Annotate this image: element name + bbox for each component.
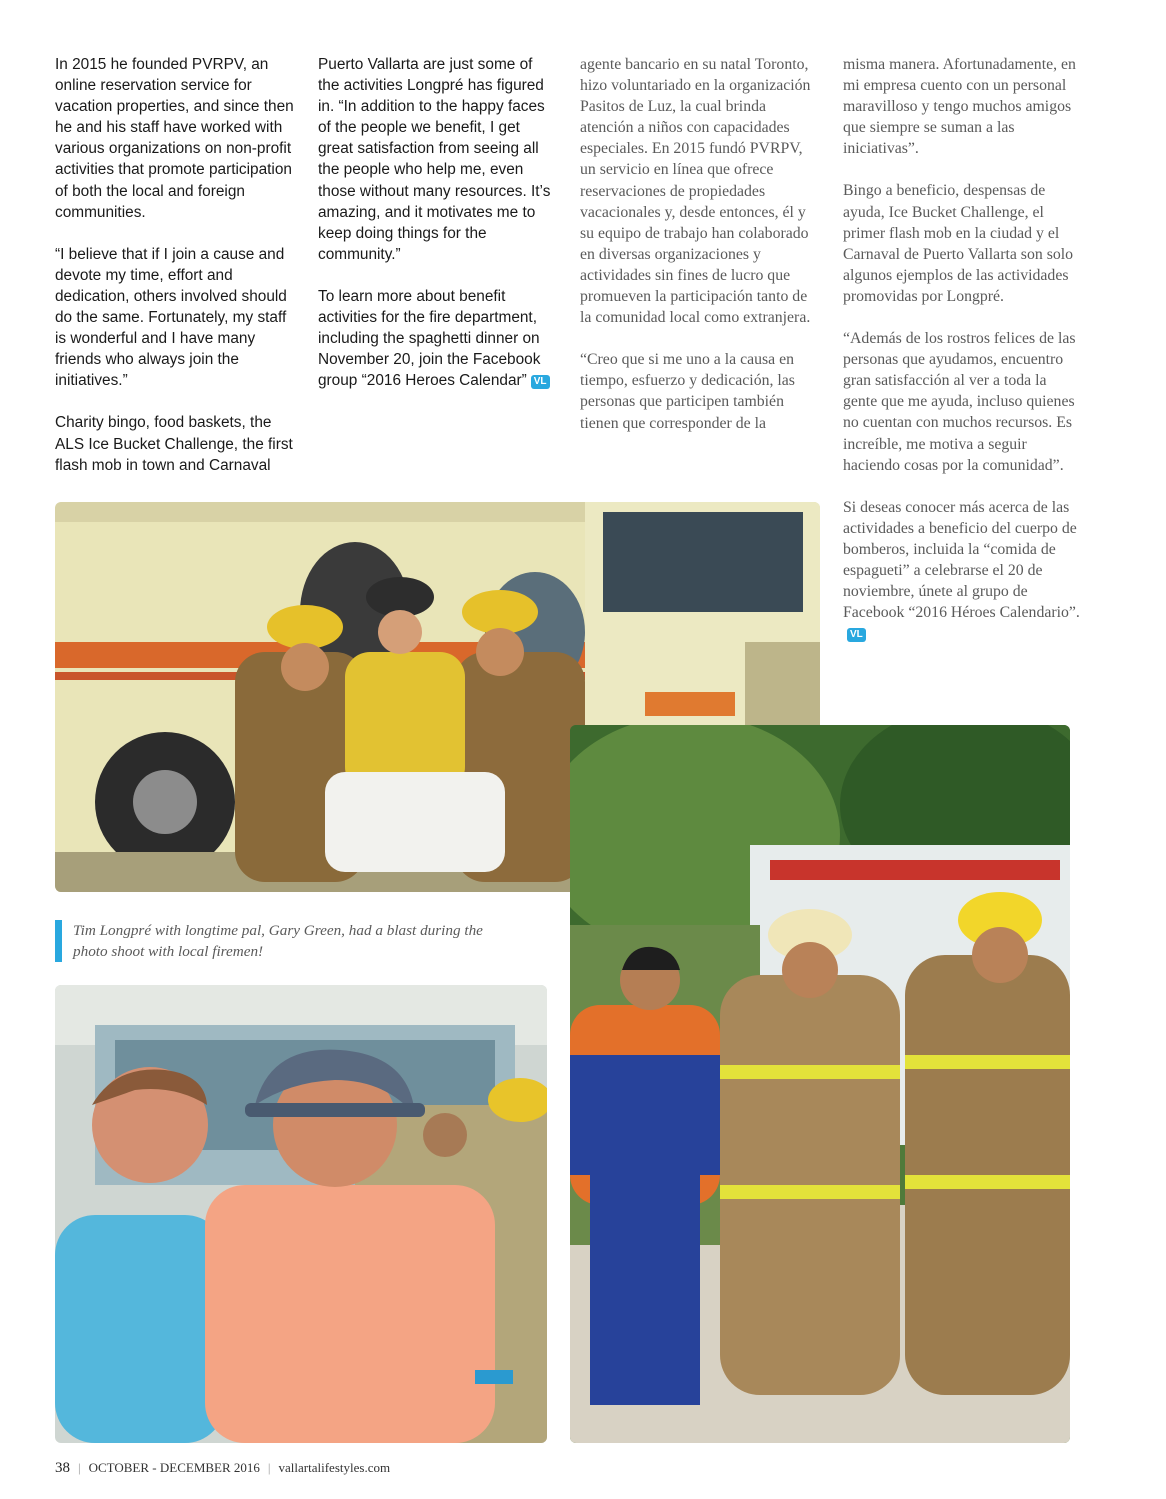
footer-divider: | <box>78 1460 81 1475</box>
paragraph <box>843 497 1083 645</box>
article-column-1 <box>55 54 295 497</box>
paragraph: agente bancario en su natal Toronto, hizo voluntariado en la organización Pasitos de Luz, la cual brinda atención a niños con capacidades especiales. En 2015 fundó PVRPV, un servicio en línea que ofrece reservaciones de propiedades vacacionales y, desde entonces, él y su equipo de trabajo han colaborado en diversas organizaciones y actividades sin fines de lucro que promueven la participación tanto de la comunidad local como extranjera. <box>580 56 811 327</box>
paragraph: Bingo a beneficio, despensas de ayuda, Ice Bucket Challenge, el primer flash mob en la ciudad y el Carnaval de Puerto Vallarta son solo algunos ejemplos de las actividades promovidas por Longpré. <box>843 182 1074 305</box>
page-number: 38 <box>55 1460 70 1476</box>
photo-caption: Tim Longpré with longtime pal, Gary Green, had a blast during the photo shoot with local firemen! <box>55 920 493 962</box>
photo-three-firemen-walking <box>570 725 1070 1443</box>
page-footer <box>55 1460 390 1477</box>
paragraph: “Creo que si me uno a la causa en tiempo, esfuerzo y dedicación, las personas que participen también tienen que corresponder de la <box>580 351 795 432</box>
photo-two-men-smiling <box>55 985 547 1443</box>
paragraph: Puerto Vallarta are just some of the activities Longpré has figured in. “In addition to the happy faces of the people we benefit, I get great satisfaction from seeing all the people who help me, even those without many resources. It’s amazing, and it motivates me to keep doing things for the community.” <box>318 56 551 263</box>
vl-end-mark-icon: VL <box>847 628 866 642</box>
article-column-2 <box>318 54 558 412</box>
vl-end-mark-icon: VL <box>531 375 550 389</box>
article-column-3 <box>580 54 820 455</box>
paragraph-text: Si deseas conocer más acerca de las actividades a beneficio del cuerpo de bomberos, incluida la “comida de espagueti” a celebrarse el 20 de noviembre, únete al grupo de Facebook “2016 Héroes Calendario”. <box>843 498 1080 622</box>
website-link[interactable]: vallartalifestyles.com <box>278 1460 391 1475</box>
paragraph: misma manera. Afortunadamente, en mi empresa cuento con un personal maravilloso y tengo muchos amigos que siempre se suman a las iniciativas”. <box>843 56 1076 158</box>
paragraph: “I believe that if I join a cause and devote my time, effort and dedication, others involved should do the same. Fortunately, my staff is wonderful and I have many friends who always join the initiatives.” <box>55 245 287 390</box>
paragraph: “Además de los rostros felices de las personas que ayudamos, encuentro gran satisfacción al ver a toda la gente que me ayuda, incluso quienes no cuentan con muchos recursos. Es increíble, me motiva a seguir haciendo cosas por la comunidad”. <box>843 330 1076 474</box>
paragraph: Charity bingo, food baskets, the ALS Ice Bucket Challenge, the first flash mob in town and Carnaval <box>55 414 293 474</box>
article-column-4 <box>843 54 1083 665</box>
paragraph-text: To learn more about benefit activities for the fire department, including the spaghetti dinner on November 20, join the Facebook group “2016 Heroes Calendar” <box>318 287 541 390</box>
paragraph <box>318 286 558 391</box>
footer-divider: | <box>267 1460 271 1475</box>
paragraph: In 2015 he founded PVRPV, an online reservation service for vacation properties, and since then he and his staff have worked with various organizations on non-profit activities that promote participation of both the local and foreign communities. <box>55 56 294 221</box>
issue-date: OCTOBER - DECEMBER 2016 <box>88 1460 260 1475</box>
